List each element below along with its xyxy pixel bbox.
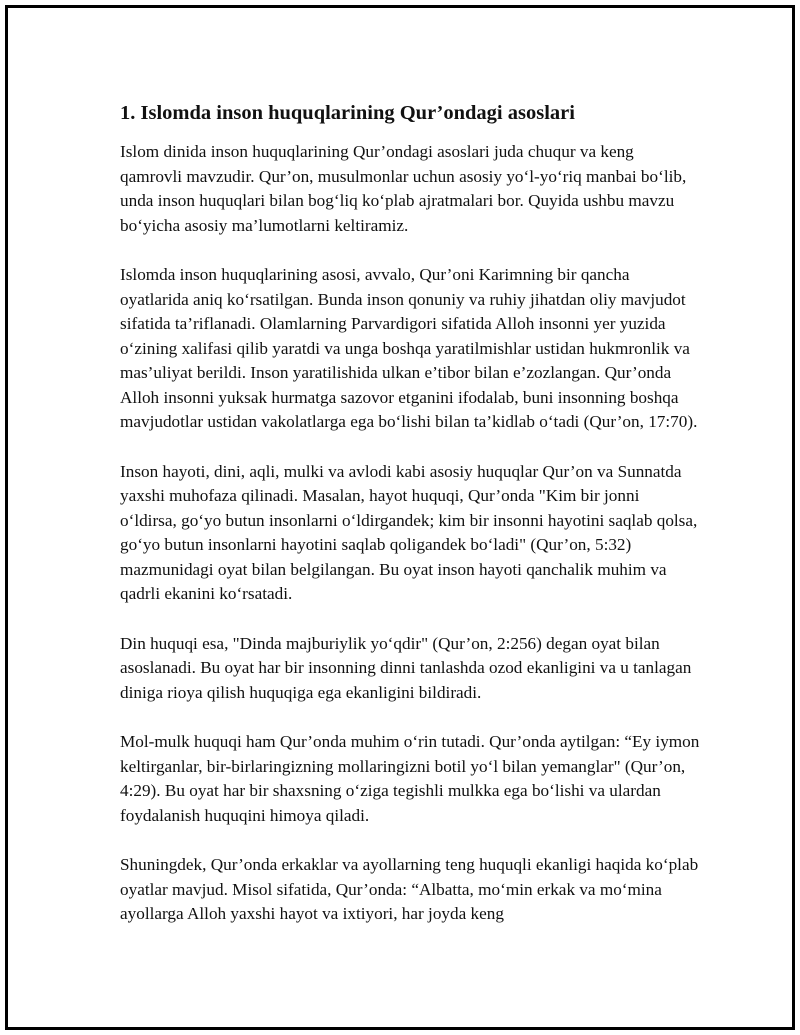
paragraph-basic-rights: Inson hayoti, dini, aqli, mulki va avlodi kabi asosiy huquqlar Qur’on va Sunnatda yaxshi muhofaza qilinadi. Masalan, hayot huquqi, Qur’onda "Kim bir jonni o‘ldirsa, go‘yo butun insonlarni o‘ldirgandek; kim bir insonni hayotini saqlab qolsa, go‘yo butun insonlarni hayotini saqlab qoligandek bo‘ladi" (Qur’on, 5:32) mazmunidagi oyat bilan belgilangan. Bu oyat inson hayoti qanchalik muhim va qadrli ekanini ko‘rsatadi. bbox=[120, 461, 698, 603]
paragraph-gender-equality: Shuningdek, Qur’onda erkaklar va ayollarning teng huquqli ekanligi haqida ko‘plab oyatlar mavjud. Misol sifatida, Qur’onda: “Albatta, mo‘min erkak va mo‘mina ayollarga Alloh yaxshi hayot va ixtiyori, har joyda keng bbox=[120, 855, 699, 923]
paragraph-foundation: Islomda inson huquqlarining asosi, avvalo, Qur’oni Karimning bir qancha oyatlarida aniq ko‘rsatilgan. Bunda inson qonuniy va ruhiy jihatdan oliy mavjudot sifatida ta’riflanadi. Olamlarning Parvardigori sifatida Alloh insonni yer yuzida o‘zining xalifasi qilib yaratdi va unga boshqa yaratilmishlar ustidan hukmronlik va mas’uliyat berildi. Inson yaratilishida ulkan e’tibor bilan e’zozlangan. Qur’onda Alloh insonni yuksak hurmatga sazovor etganini ifodalab, buni insonning boshqa mavjudotlar ustidan vakolatlarga ega bo‘lishi bilan ta’kidlab o‘tadi (Qur’on, 17:70). bbox=[120, 265, 698, 431]
section-heading: 1. Islomda inson huquqlarining Qur’ondagi asoslari bbox=[120, 102, 575, 124]
paragraph-religion-right: Din huquqi esa, "Dinda majburiylik yo‘qdir" (Qur’on, 2:256) degan oyat bilan asoslanadi. Bu oyat har bir insonning dinni tanlashda ozod ekanligini va u tanlagan diniga rioya qilish huquqiga ega ekanligini bildiradi. bbox=[120, 633, 692, 702]
paragraph-property-right: Mol-mulk huquqi ham Qur’onda muhim o‘rin tutadi. Qur’onda aytilgan: “Ey iymon keltirganlar, bir-birlaringizning mollaringizni botil yo‘l bilan yemanglar" (Qur’on, 4:29). Bu oyat har bir shaxsning o‘ziga tegishli mulkka ega bo‘lishi va ulardan foydalanish huquqini himoya qiladi. bbox=[120, 732, 700, 825]
paragraph-intro: Islom dinida inson huquqlarining Qur’ondagi asoslari juda chuqur va keng qamrovli mavzudir. Qur’on, musulmonlar uchun asosiy yo‘l-yo‘riq manbai bo‘lib, unda inson huquqlari bilan bog‘liq ko‘plab ajratmalari bor. Quyida ushbu mavzu bo‘yicha asosiy ma’lumotlarni keltiramiz. bbox=[120, 142, 687, 235]
document-body bbox=[120, 100, 700, 952]
page-frame bbox=[5, 5, 795, 1030]
